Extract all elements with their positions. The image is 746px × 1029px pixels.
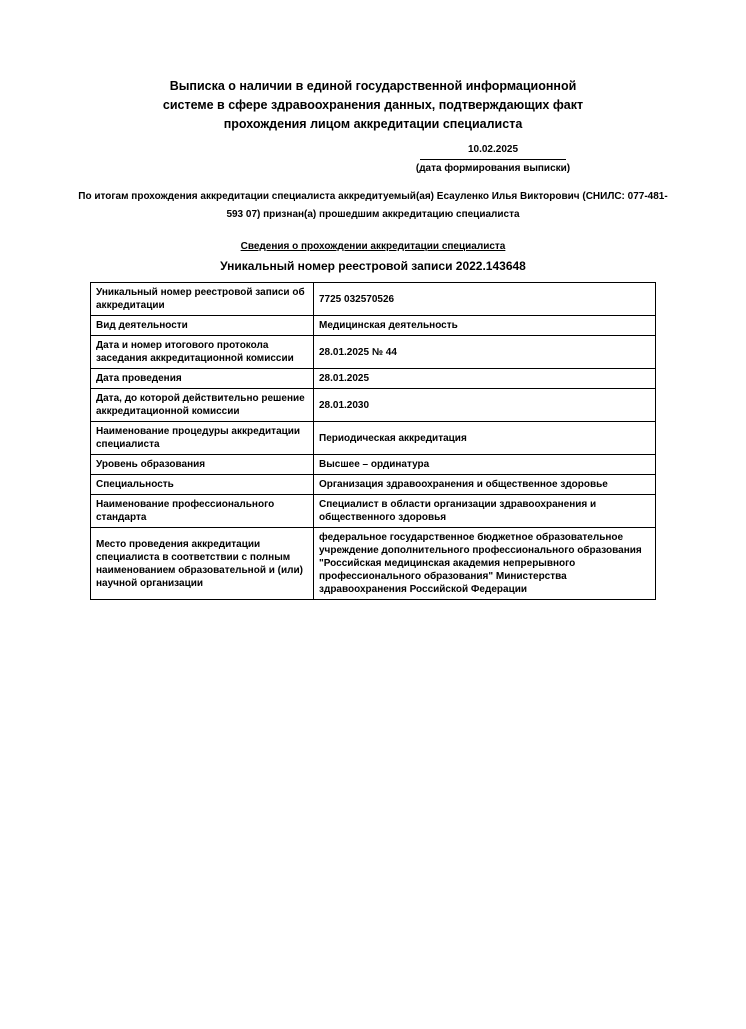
row-label: Вид деятельности [91, 316, 314, 336]
row-label: Специальность [91, 475, 314, 495]
document-title [0, 77, 746, 134]
table-row [91, 369, 656, 389]
table-row [91, 422, 656, 455]
table-row [91, 389, 656, 422]
issue-date-block [398, 143, 588, 175]
row-label: Место проведения аккредитации специалиста в соответствии с полным наименованием образовательной и (или) научной организации [91, 528, 314, 600]
row-value: 28.01.2030 [314, 389, 656, 422]
row-label: Дата и номер итогового протокола заседания аккредитационной комиссии [91, 336, 314, 369]
table-row [91, 495, 656, 528]
row-value: федеральное государственное бюджетное образовательное учреждение дополнительного профессионального образования "Российская медицинская академия непрерывного профессионального образования" Министерства здравоохранения Российской Федерации [314, 528, 656, 600]
title-line: прохождения лицом аккредитации специалиста [223, 117, 523, 131]
section-heading: Сведения о прохождении аккредитации специалиста [240, 241, 506, 252]
row-value: Периодическая аккредитация [314, 422, 656, 455]
registry-number-heading: Уникальный номер реестровой записи 2022.143648 [220, 259, 526, 273]
table-row [91, 316, 656, 336]
table-row [91, 283, 656, 316]
intro-line: 593 07) признан(а) прошедшим аккредитацию специалиста [226, 209, 520, 220]
row-value: Организация здравоохранения и общественное здоровье [314, 475, 656, 495]
row-value: 7725 032570526 [314, 283, 656, 316]
row-value: Высшее – ординатура [314, 455, 656, 475]
table-row [91, 475, 656, 495]
title-line: системе в сфере здравоохранения данных, подтверждающих факт [162, 98, 584, 112]
row-label: Уникальный номер реестровой записи об аккредитации [91, 283, 314, 316]
table-row [91, 528, 656, 600]
row-label: Уровень образования [91, 455, 314, 475]
row-value: 28.01.2025 [314, 369, 656, 389]
issue-date-caption: (дата формирования выписки) [415, 163, 571, 174]
intro-line: По итогам прохождения аккредитации специалиста аккредитуемый(ая) Есауленко Илья Викторович (СНИЛС: 077-481- [78, 191, 668, 202]
row-label: Наименование процедуры аккредитации специалиста [91, 422, 314, 455]
table-row [91, 455, 656, 475]
row-value: 28.01.2025 № 44 [314, 336, 656, 369]
issue-date-underline [420, 143, 566, 160]
accreditation-table [90, 282, 656, 600]
issue-date: 10.02.2025 [467, 144, 519, 155]
row-value: Медицинская деятельность [314, 316, 656, 336]
row-label: Дата, до которой действительно решение аккредитационной комиссии [91, 389, 314, 422]
title-line: Выписка о наличии в единой государственной информационной [169, 79, 577, 93]
table-row [91, 336, 656, 369]
row-label: Наименование профессионального стандарта [91, 495, 314, 528]
intro-paragraph [0, 188, 746, 224]
row-value: Специалист в области организации здравоохранения и общественного здоровья [314, 495, 656, 528]
row-label: Дата проведения [91, 369, 314, 389]
